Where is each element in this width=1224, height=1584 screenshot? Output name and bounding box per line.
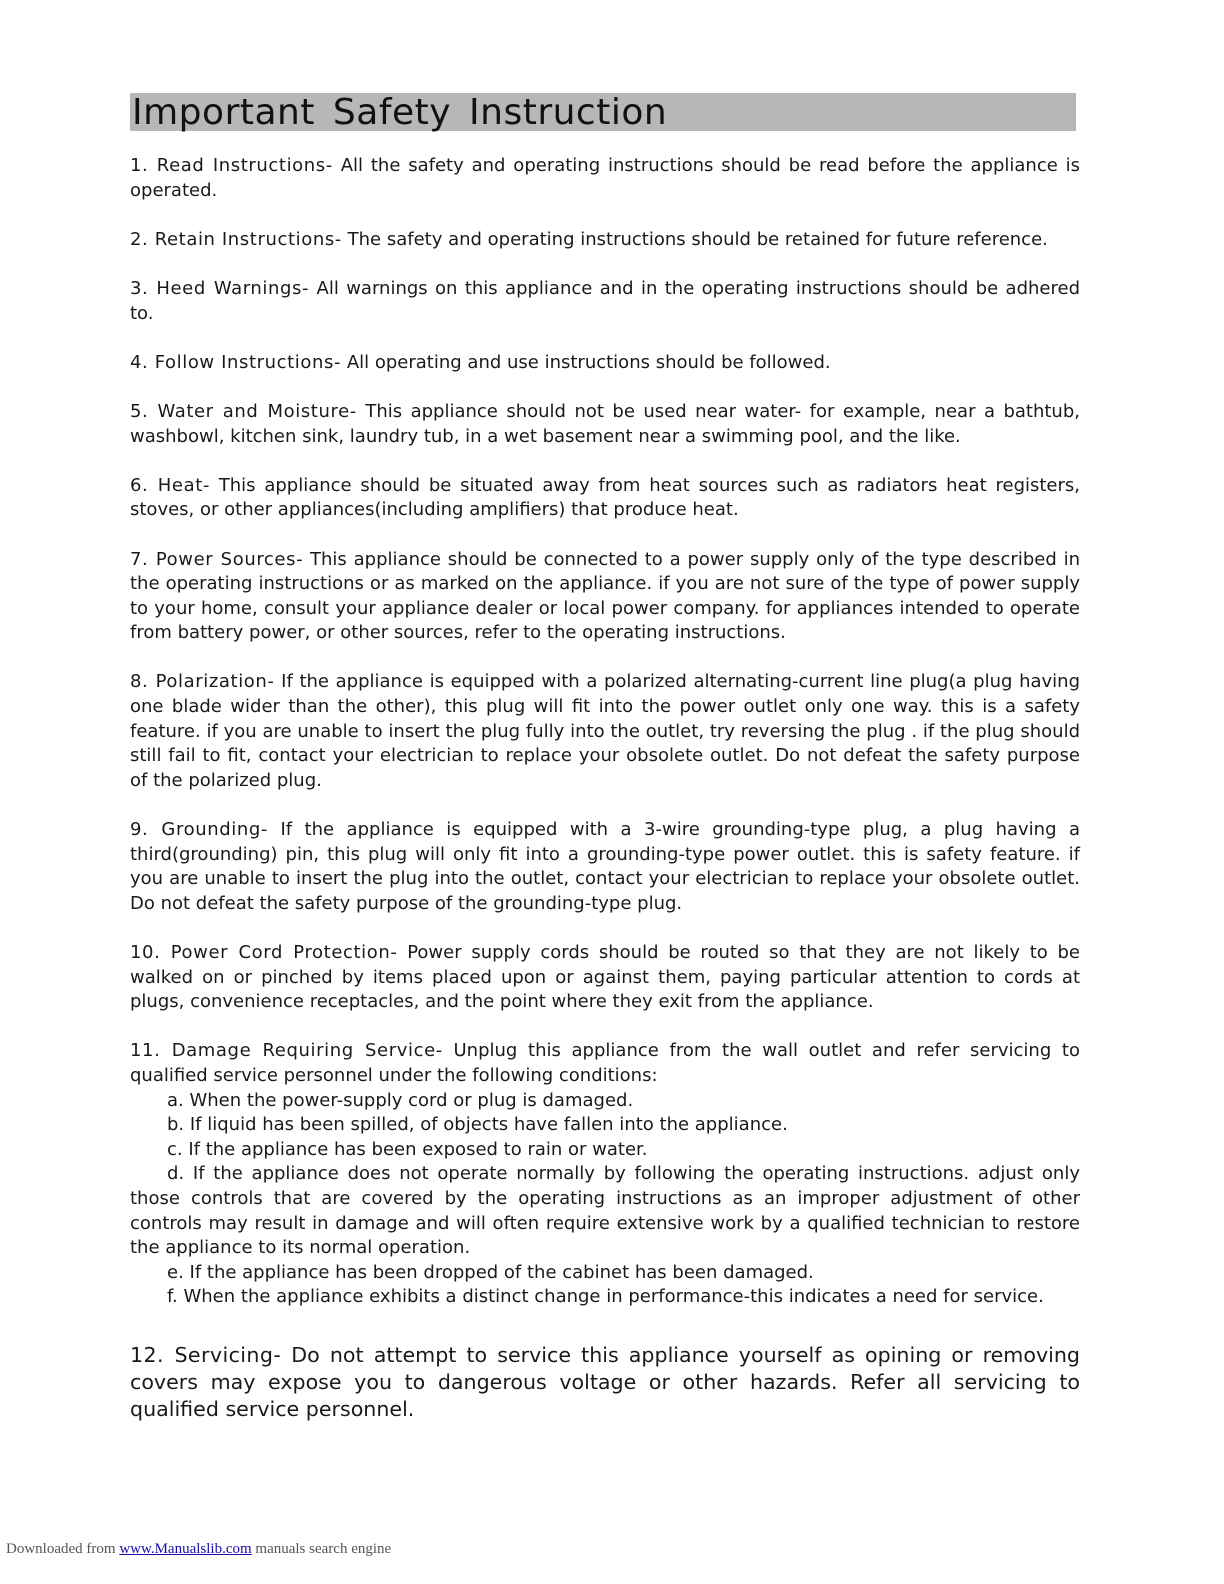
instruction-item-8 xyxy=(130,670,1080,793)
condition-d: d. If the appliance does not operate normally by following the operating instructions. adjust only those controls that are covered by the operating instructions as an improper adjustment of other controls may result in damage and will often require extensive work by a qualified technician to restore the appliance to its normal operation. xyxy=(130,1163,1080,1259)
item-heading: 12. Servicing- xyxy=(130,1342,282,1367)
instruction-item-1 xyxy=(130,154,1080,203)
item-text: This appliance should be situated away from heat sources such as radiators heat registers, stoves, or other appliances(including amplifiers) that produce heat. xyxy=(130,474,1080,521)
item-heading: 1. Read Instructions- xyxy=(130,155,333,176)
item-heading: 4. Follow Instructions- xyxy=(130,351,342,373)
item-text: Unplug this appliance from the wall outlet and refer servicing to qualified service personnel under the following conditions: xyxy=(130,1040,1080,1086)
footer-suffix: manuals search engine xyxy=(251,1541,392,1557)
download-footer xyxy=(6,1541,391,1558)
instruction-item-2 xyxy=(130,228,1080,253)
page-title: Important Safety Instruction xyxy=(130,93,1076,131)
item-text: All operating and use instructions should be followed. xyxy=(341,351,831,373)
item-heading: 3. Heed Warnings- xyxy=(130,277,310,299)
instruction-item-11 xyxy=(130,1039,1080,1310)
instruction-item-4 xyxy=(130,351,1080,376)
instruction-item-5 xyxy=(130,400,1080,449)
item-heading: 6. Heat- xyxy=(130,474,210,496)
item-text: The safety and operating instructions should be retained for future reference. xyxy=(341,228,1048,250)
damage-intro xyxy=(130,1039,1080,1088)
instruction-item-7 xyxy=(130,548,1080,646)
item-heading: 7. Power Sources- xyxy=(130,548,304,570)
instruction-item-12 xyxy=(130,1342,1080,1422)
item-heading: 5. Water and Moisture- xyxy=(130,400,357,422)
item-text: Do not attempt to service this appliance yourself as opining or removing covers may expose you to dangerous voltage or other hazards. Refer all servicing to qualified service personnel. xyxy=(130,1342,1080,1421)
instruction-item-6 xyxy=(130,474,1080,523)
item-text: Power supply cords should be routed so that they are not likely to be walked on or pinched by items placed upon or against them, paying particular attention to cords at plugs, convenience receptacles, and the point where they exit from the appliance. xyxy=(130,942,1080,1013)
condition-c: c. If the appliance has been exposed to rain or water. xyxy=(167,1138,648,1160)
instruction-item-9 xyxy=(130,818,1080,916)
item-heading: 10. Power Cord Protection- xyxy=(130,942,398,963)
item-heading: 9. Grounding- xyxy=(130,819,268,841)
item-text: If the appliance is equipped with a polarized alternating-current line plug(a plug having one blade wider than the other), this plug will fit into the power outlet only one way. this is a safety feature. if you are unable to insert the plug fully into the outlet, try reversing the plug . if the plug should still fail to fit, contact your electrician to replace your obsolete outlet. Do not defeat the safety purpose of the polarized plug. xyxy=(130,671,1081,791)
item-heading: 2. Retain Instructions- xyxy=(130,228,342,250)
condition-b: b. If liquid has been spilled, of objects have fallen into the appliance. xyxy=(167,1114,788,1136)
item-heading: 8. Polarization- xyxy=(130,671,275,693)
instruction-list xyxy=(130,154,1080,1422)
item-text: If the appliance is equipped with a 3-wire grounding-type plug, a plug having a third(grounding) pin, this plug will only fit into a grounding-type power outlet. this is safety feature. if you are unable to insert the plug into the outlet, contact your electrician to replace your obsolete outlet. Do not defeat the safety purpose of the grounding-type plug. xyxy=(130,819,1080,914)
condition-e: e. If the appliance has been dropped of the cabinet has been damaged. xyxy=(167,1261,814,1283)
item-text: This appliance should be connected to a power supply only of the type described in the operating instructions or as marked on the appliance. if you are not sure of the type of power supply to your home, consult your appliance dealer or local power company. for appliances intended to operate from battery power, or other sources, refer to the operating instructions. xyxy=(130,548,1081,644)
item-text: All warnings on this appliance and in the operating instructions should be adhered to. xyxy=(130,277,1080,324)
item-heading: 11. Damage Requiring Service- xyxy=(130,1040,443,1062)
condition-a: a. When the power-supply cord or plug is damaged. xyxy=(167,1089,634,1111)
item-text: All the safety and operating instructions should be read before the appliance is operated. xyxy=(130,155,1081,201)
item-text: This appliance should not be used near water- for example, near a bathtub, washbowl, kitchen sink, laundry tub, in a wet basement near a swimming pool, and the like. xyxy=(130,400,1080,447)
manualslib-link[interactable]: www.Manualslib.com xyxy=(119,1541,252,1557)
condition-f: f. When the appliance exhibits a distinct change in performance-this indicates a need for service. xyxy=(167,1286,1044,1308)
document-page xyxy=(130,93,1080,1447)
footer-prefix: Downloaded from xyxy=(6,1541,120,1557)
instruction-item-3 xyxy=(130,277,1080,326)
instruction-item-10 xyxy=(130,941,1080,1015)
